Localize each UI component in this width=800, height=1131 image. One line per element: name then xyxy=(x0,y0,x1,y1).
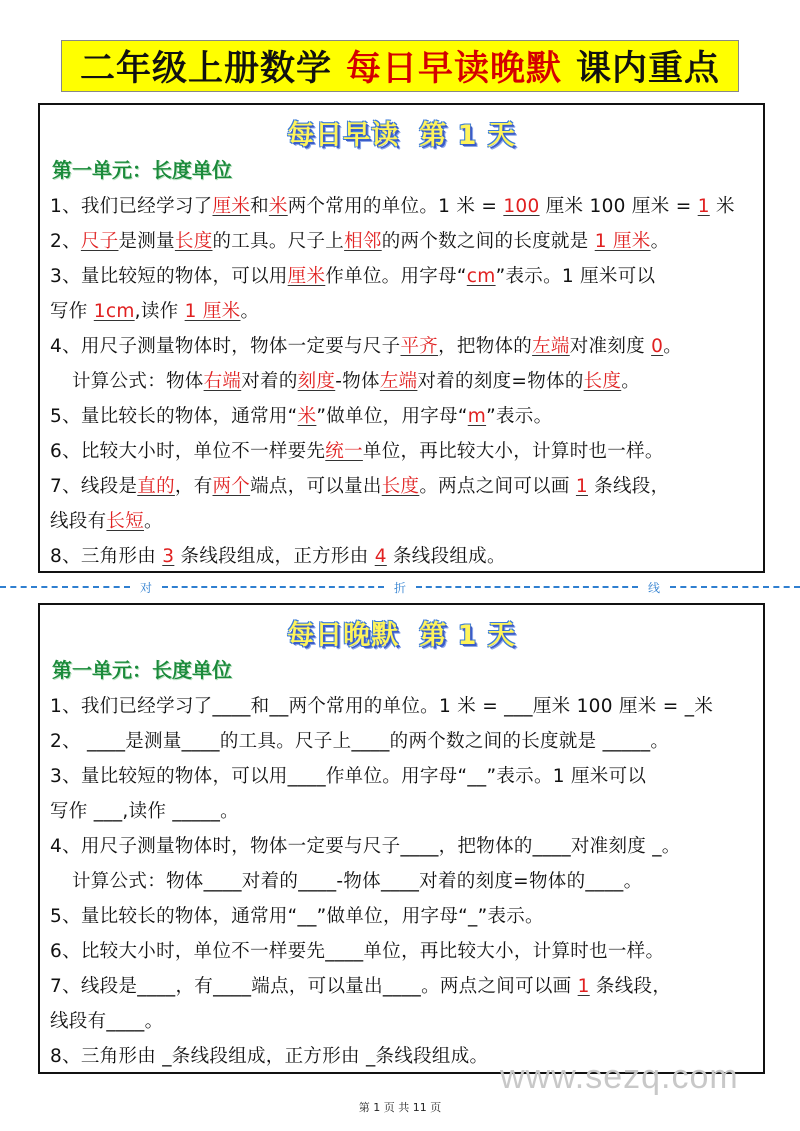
line-text: ”做单位，用字母“ xyxy=(316,406,468,427)
text-line xyxy=(50,899,763,934)
text-line xyxy=(50,189,763,224)
line-text: ”表示。 xyxy=(486,406,553,427)
fold-char: 折 xyxy=(394,580,407,595)
text-line xyxy=(50,399,763,434)
text-line xyxy=(50,969,763,1004)
answer-fill: 直的 xyxy=(137,476,175,497)
answer-fill: 相邻 xyxy=(344,231,382,252)
line-text: 5、量比较长的物体，通常用“__”做单位，用字母“_”表示。 xyxy=(50,906,544,927)
line-text: 作单位。用字母“ xyxy=(325,266,467,287)
line-text: 5、量比较长的物体，通常用“ xyxy=(50,406,298,427)
line-text: 3、量比较短的物体，可以用____作单位。用字母“__”表示。1 厘米可以 xyxy=(50,766,647,787)
fold-line xyxy=(0,580,800,594)
line-text: 8、三角形由 _条线段组成，正方形由 _条线段组成。 xyxy=(50,1046,489,1067)
evening-unit-heading: 第一单元：长度单位 xyxy=(52,658,232,682)
line-text: 条线段组成，正方形由 xyxy=(174,546,375,567)
line-text: 2、 ____是测量____的工具。尺子上____的两个数之间的长度就是 _____。 xyxy=(50,731,670,752)
line-text: ，有 xyxy=(174,476,213,497)
answer-fill: 统一 xyxy=(325,441,363,462)
line-text: 的工具。尺子上 xyxy=(212,231,345,252)
fold-dash xyxy=(0,586,130,588)
evening-title xyxy=(40,613,763,652)
text-line xyxy=(50,759,763,794)
line-text: 线段有 xyxy=(50,511,107,532)
banner-grade: 二年级上册数学 xyxy=(79,48,332,89)
line-text: 的两个数之间的长度就是 xyxy=(381,231,595,252)
page-banner xyxy=(61,40,739,92)
answer-fill: 平齐 xyxy=(400,336,439,357)
line-text: 。 xyxy=(621,371,641,392)
text-line xyxy=(50,364,763,399)
line-text: 单位，再比较大小，计算时也一样。 xyxy=(362,441,664,462)
line-text: 写作 ___,读作 _____。 xyxy=(50,801,239,822)
evening-dictation-card xyxy=(38,603,765,1074)
text-line xyxy=(50,689,763,724)
line-text: 。 xyxy=(650,231,670,252)
answer-fill: 米 xyxy=(297,406,317,427)
evening-day-label: 第 1 天 xyxy=(419,620,516,651)
fold-char: 线 xyxy=(648,580,661,595)
line-text: 线段有____。 xyxy=(50,1011,164,1032)
line-text: 。 xyxy=(663,336,682,357)
line-text: 计算公式：物体____对着的____-物体____对着的刻度=物体的____。 xyxy=(72,871,643,892)
text-line xyxy=(50,224,763,259)
answer-fill: 厘米 xyxy=(212,196,251,217)
answer-fill: 1 厘米 xyxy=(184,301,241,322)
text-line xyxy=(50,829,763,864)
answer-fill: 1 xyxy=(575,476,588,497)
line-text: 计算公式：物体 xyxy=(72,371,204,392)
answer-fill: m xyxy=(467,406,487,427)
text-line xyxy=(50,794,763,829)
answer-fill: 米 xyxy=(268,196,288,217)
line-text: 对着的刻度=物体的 xyxy=(417,371,584,392)
answer-fill: 1 xyxy=(697,196,710,217)
text-line xyxy=(50,259,763,294)
line-text: 4、用尺子测量物体时，物体一定要与尺子 xyxy=(50,336,401,357)
text-line xyxy=(50,504,763,539)
answer-fill: 1 xyxy=(577,976,590,997)
morning-day-label: 第 1 天 xyxy=(419,120,516,151)
answer-fill: 左端 xyxy=(379,371,418,392)
text-line xyxy=(50,539,763,574)
line-text: 6、比较大小时，单位不一样要先____单位，再比较大小，计算时也一样。 xyxy=(50,941,665,962)
answer-fill: 3 xyxy=(162,546,175,567)
line-text: 端点，可以量出 xyxy=(250,476,382,497)
evening-lines xyxy=(50,689,763,1074)
fold-char: 对 xyxy=(140,580,153,595)
answer-fill: 厘米 xyxy=(287,266,326,287)
text-line xyxy=(50,864,763,899)
line-text: 是测量 xyxy=(118,231,175,252)
answer-fill: 100 xyxy=(503,196,540,217)
answer-fill: 刻度 xyxy=(297,371,336,392)
text-line xyxy=(50,934,763,969)
line-text: 7、线段是 xyxy=(50,476,138,497)
answer-fill: 长度 xyxy=(583,371,622,392)
text-line xyxy=(50,724,763,759)
line-text: ,读作 xyxy=(134,301,185,322)
text-line xyxy=(50,469,763,504)
line-text: ”表示。1 厘米可以 xyxy=(495,266,656,287)
answer-fill: 尺子 xyxy=(80,231,119,252)
evening-title-label: 每日晚默 xyxy=(287,620,400,651)
line-text: 条线段组成。 xyxy=(386,546,506,567)
line-text: 米 xyxy=(709,196,735,217)
morning-title xyxy=(40,113,763,152)
line-text: 。两点之间可以画 xyxy=(419,476,576,497)
line-text: 对准刻度 xyxy=(569,336,652,357)
line-text: 8、三角形由 xyxy=(50,546,163,567)
line-text: 6、比较大小时，单位不一样要先 xyxy=(50,441,326,462)
answer-fill: 两个 xyxy=(212,476,251,497)
fold-dash xyxy=(162,586,384,588)
line-text: 对着的 xyxy=(241,371,298,392)
answer-fill: 1cm xyxy=(93,301,135,322)
line-text: 1、我们已经学习了 xyxy=(50,196,213,217)
morning-title-label: 每日早读 xyxy=(287,120,400,151)
morning-reading-card xyxy=(38,103,765,573)
answer-fill: cm xyxy=(466,266,496,287)
text-line xyxy=(50,329,763,364)
banner-highlight: 每日早读晚默 xyxy=(345,48,562,89)
answer-fill: 左端 xyxy=(532,336,570,357)
text-line xyxy=(50,294,763,329)
line-text: 厘米 100 厘米 = xyxy=(539,196,698,217)
answer-fill: 右端 xyxy=(203,371,242,392)
line-text: 两个常用的单位。1 米 = xyxy=(287,196,504,217)
line-text: 。 xyxy=(240,301,260,322)
answer-fill: 长度 xyxy=(174,231,213,252)
line-text: 7、线段是____，有____端点，可以量出____。两点之间可以画 xyxy=(50,976,578,997)
text-line xyxy=(50,1004,763,1039)
morning-lines xyxy=(50,189,763,574)
line-text: 和 xyxy=(250,196,269,217)
line-text: 4、用尺子测量物体时，物体一定要与尺子____，把物体的____对准刻度 _。 xyxy=(50,836,681,857)
line-text: 1、我们已经学习了____和__两个常用的单位。1 米 = ___厘米 100 厘米 = _米 xyxy=(50,696,714,717)
line-text: 条线段， xyxy=(589,976,672,997)
morning-unit-heading: 第一单元：长度单位 xyxy=(52,158,232,182)
line-text: 2、 xyxy=(50,231,81,252)
page-footer: 第 1 页 共 11 页 xyxy=(358,1101,442,1114)
watermark: www.sezq.com xyxy=(500,1058,739,1096)
banner-topic: 课内重点 xyxy=(576,48,721,89)
fold-dash xyxy=(670,586,800,588)
fold-dash xyxy=(416,586,638,588)
answer-fill: 长度 xyxy=(381,476,420,497)
line-text: ，把物体的 xyxy=(438,336,533,357)
text-line xyxy=(50,434,763,469)
answer-fill: 长短 xyxy=(106,511,145,532)
line-text: 条线段， xyxy=(588,476,670,497)
answer-fill: 0 xyxy=(651,336,664,357)
answer-fill: 4 xyxy=(374,546,387,567)
line-text: 写作 xyxy=(50,301,94,322)
line-text: 。 xyxy=(144,511,163,532)
answer-fill: 1 厘米 xyxy=(594,231,651,252)
line-text: -物体 xyxy=(335,371,380,392)
line-text: 3、量比较短的物体，可以用 xyxy=(50,266,288,287)
